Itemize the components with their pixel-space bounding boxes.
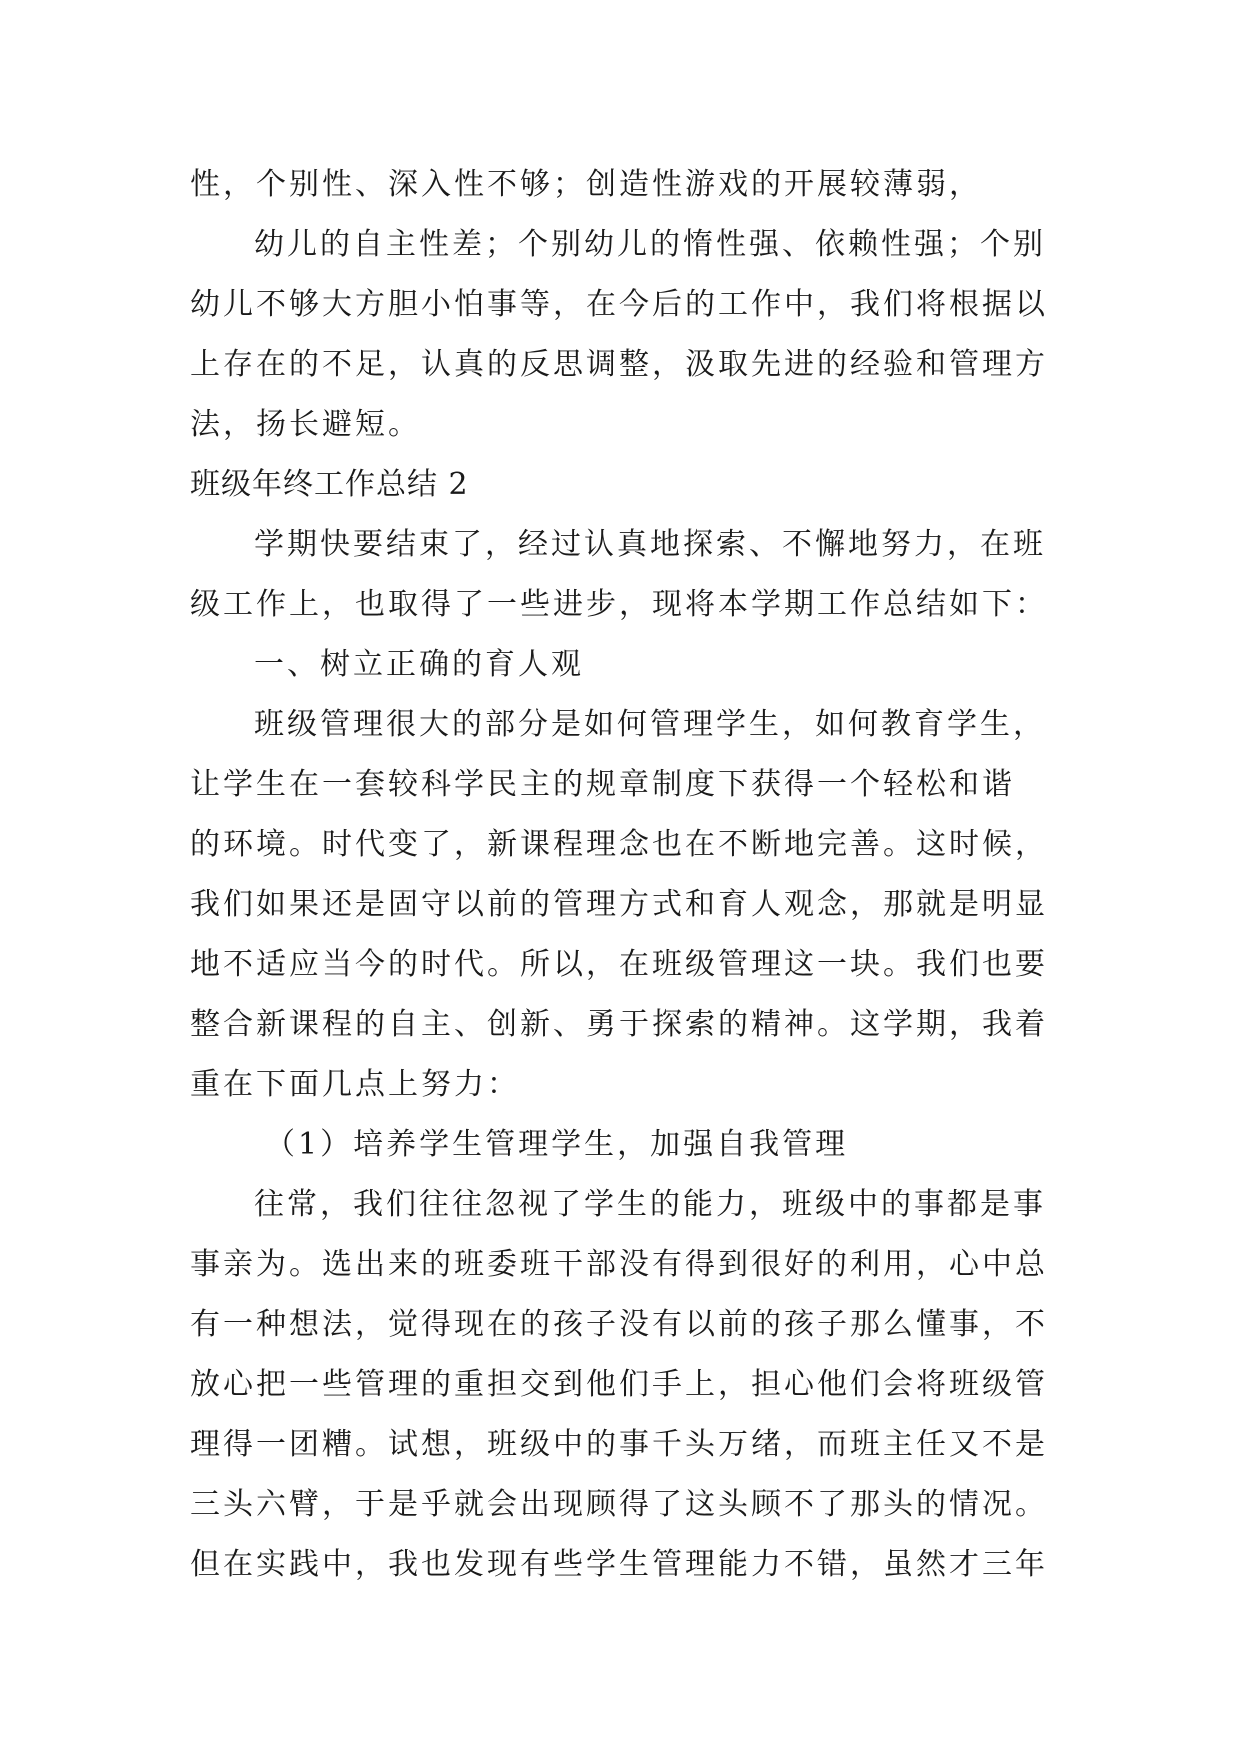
text-line: 级工作上，也取得了一些进步，现将本学期工作总结如下： bbox=[190, 587, 1048, 622]
section-heading: 班级年终工作总结 2 bbox=[190, 467, 469, 502]
document-body bbox=[190, 155, 1070, 1595]
text-line: 让学生在一套较科学民主的规章制度下获得一个轻松和谐 bbox=[190, 767, 1015, 802]
text-line: 地不适应当今的时代。所以，在班级管理这一块。我们也要 bbox=[190, 947, 1048, 982]
paragraph-first-line: 幼儿的自主性差；个别幼儿的惰性强、依赖性强；个别 bbox=[254, 227, 1046, 262]
text-line: 幼儿不够大方胆小怕事等，在今后的工作中，我们将根据以 bbox=[190, 287, 1048, 322]
subheading: （1）培养学生管理学生，加强自我管理 bbox=[265, 1127, 849, 1162]
text-line: 事亲为。选出来的班委班干部没有得到很好的利用，心中总 bbox=[190, 1247, 1048, 1282]
text-line: 但在实践中，我也发现有些学生管理能力不错，虽然才三年 bbox=[190, 1547, 1048, 1582]
paragraph-first-line: 学期快要结束了，经过认真地探索、不懈地努力，在班 bbox=[254, 527, 1046, 562]
text-line: 法，扬长避短。 bbox=[190, 407, 421, 442]
text-line: 三头六臂，于是乎就会出现顾得了这头顾不了那头的情况。 bbox=[190, 1487, 1048, 1522]
text-line: 整合新课程的自主、创新、勇于探索的精神。这学期，我着 bbox=[190, 1007, 1048, 1042]
paragraph-first-line: 班级管理很大的部分是如何管理学生，如何教育学生， bbox=[254, 707, 1046, 742]
text-line: 有一种想法，觉得现在的孩子没有以前的孩子那么懂事，不 bbox=[190, 1307, 1048, 1342]
text-line: 的环境。时代变了，新课程理念也在不断地完善。这时候， bbox=[190, 827, 1048, 862]
text-line: 理得一团糟。试想，班级中的事千头万绪，而班主任又不是 bbox=[190, 1427, 1048, 1462]
text-line: 放心把一些管理的重担交到他们手上，担心他们会将班级管 bbox=[190, 1367, 1048, 1402]
text-line: 性，个别性、深入性不够；创造性游戏的开展较薄弱， bbox=[190, 167, 982, 202]
subheading: 一、树立正确的育人观 bbox=[254, 647, 584, 682]
text-line: 重在下面几点上努力： bbox=[190, 1067, 520, 1102]
text-line: 我们如果还是固守以前的管理方式和育人观念，那就是明显 bbox=[190, 887, 1048, 922]
paragraph-first-line: 往常，我们往往忽视了学生的能力，班级中的事都是事 bbox=[254, 1187, 1046, 1222]
text-line: 上存在的不足，认真的反思调整，汲取先进的经验和管理方 bbox=[190, 347, 1048, 382]
